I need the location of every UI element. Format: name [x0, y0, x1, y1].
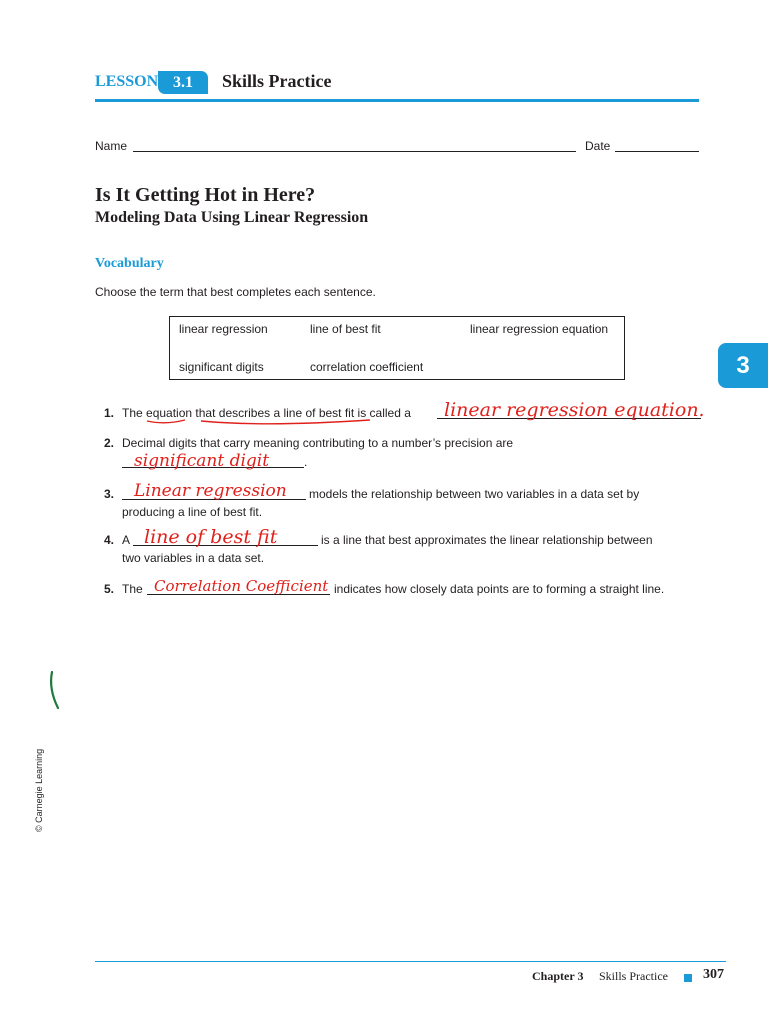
name-label: Name — [95, 139, 128, 153]
question-text: Decimal digits that carry meaning contributing to a number’s precision are — [122, 436, 514, 450]
chapter-tab: 3 — [718, 343, 768, 388]
question-text-continuation: two variables in a data set. — [122, 551, 265, 565]
date-label: Date — [585, 139, 611, 153]
question-text-part: A — [122, 533, 131, 547]
footer-chapter: Chapter 3 — [532, 969, 584, 983]
word-bank-term: correlation coefficient — [310, 360, 424, 374]
instructions: Choose the term that best completes each sentence. — [95, 285, 376, 299]
word-bank-term: line of best fit — [310, 322, 381, 336]
margin-pen-mark — [40, 668, 70, 716]
page-number: 307 — [703, 967, 724, 982]
question-text-continuation: producing a line of best fit. — [122, 505, 263, 519]
handwritten-answer-5 — [150, 572, 340, 598]
word-bank — [169, 316, 625, 380]
lesson-number-badge: 3.1 — [158, 71, 208, 94]
svg-text:Linear regression: Linear regression — [134, 481, 287, 501]
header-title: Skills Practice — [222, 71, 332, 91]
handwritten-answer-1 — [440, 392, 710, 424]
handwritten-answer-4 — [140, 521, 320, 551]
svg-text:Correlation Coefficient: Correlation Coefficient — [154, 577, 329, 595]
question-number: 5. — [104, 582, 115, 596]
question-text-part: that describes a line of best fit — [195, 406, 355, 420]
question-text: models the relationship between two variables in a data set by — [309, 487, 640, 501]
question-number: 4. — [104, 533, 115, 547]
handwritten-answer-3 — [130, 476, 320, 504]
vocabulary-heading: Vocabulary — [95, 256, 164, 271]
footer-label: Skills Practice — [599, 969, 668, 983]
svg-text:linear regression equation.: linear regression equation. — [444, 399, 705, 421]
name-field[interactable] — [133, 151, 576, 152]
copyright-notice: © Carnegie Learning — [34, 748, 44, 832]
word-bank-term: linear regression equation — [470, 322, 609, 336]
word-bank-term: significant digits — [179, 360, 264, 374]
page-title: Is It Getting Hot in Here? — [95, 184, 316, 206]
word-bank-term: linear regression — [179, 322, 268, 336]
question-text: indicates how closely data points are to forming a straight line. — [334, 582, 665, 596]
header-divider — [95, 99, 699, 102]
question-text: is a line that best approximates the linear relationship between — [321, 533, 653, 547]
footer-square-icon — [684, 974, 692, 982]
question-text-part: is called a — [357, 406, 411, 420]
question-number: 1. — [104, 406, 115, 420]
handwritten-underline — [145, 414, 375, 428]
question-number: 2. — [104, 436, 115, 450]
question-punctuation: . — [304, 455, 308, 469]
question-text-part: equation — [146, 406, 193, 420]
svg-text:line of best fit: line of best fit — [144, 526, 278, 548]
question-number: 3. — [104, 487, 115, 501]
handwritten-answer-2 — [130, 446, 320, 474]
question-text-part: The — [122, 406, 143, 420]
lesson-label: LESSON — [95, 73, 159, 90]
footer-divider — [95, 961, 726, 962]
svg-text:significant digit: significant digit — [134, 451, 270, 471]
date-field[interactable] — [615, 151, 699, 152]
question-text-part: The — [122, 582, 143, 596]
page-subtitle: Modeling Data Using Linear Regression — [95, 209, 369, 226]
